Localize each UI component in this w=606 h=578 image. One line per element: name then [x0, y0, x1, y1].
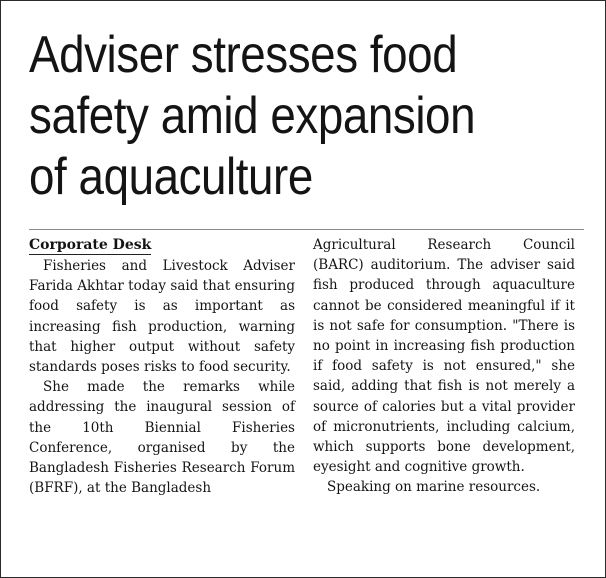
byline: Corporate Desk [29, 237, 152, 253]
paragraph-2: She made the remarks while addressing the inaugural session of the 10th Biennial Fisheries Conference, organised by the Bangladesh Fisheries Research Forum (BFRF), at the Bangladesh [29, 379, 295, 497]
paragraph-1: Fisheries and Livestock Adviser Farida Akhtar today said that ensuring food safety is as important as increasing fish production, warning that higher output without safety standards poses risks to food security. [29, 258, 295, 376]
article-column-right [313, 235, 575, 498]
paragraph-2-continued: Agricultural Research Council (BARC) auditorium. The adviser said fish produced through aquaculture cannot be considered meaningful if it is not safe for consumption. "There is no point in increasing fish production if food safety is not ensured," she said, adding that fish is not merely a source of calories but a vital provider of micronutrients, including calcium, which supports bone development, eyesight and cognitive growth. [313, 237, 575, 476]
article-column-left [29, 235, 295, 498]
headline: Adviser stresses food safety amid expansion of aquaculture [29, 26, 476, 206]
paragraph-3: Speaking on marine resources. [327, 479, 541, 496]
column-divider-rule [29, 229, 584, 230]
